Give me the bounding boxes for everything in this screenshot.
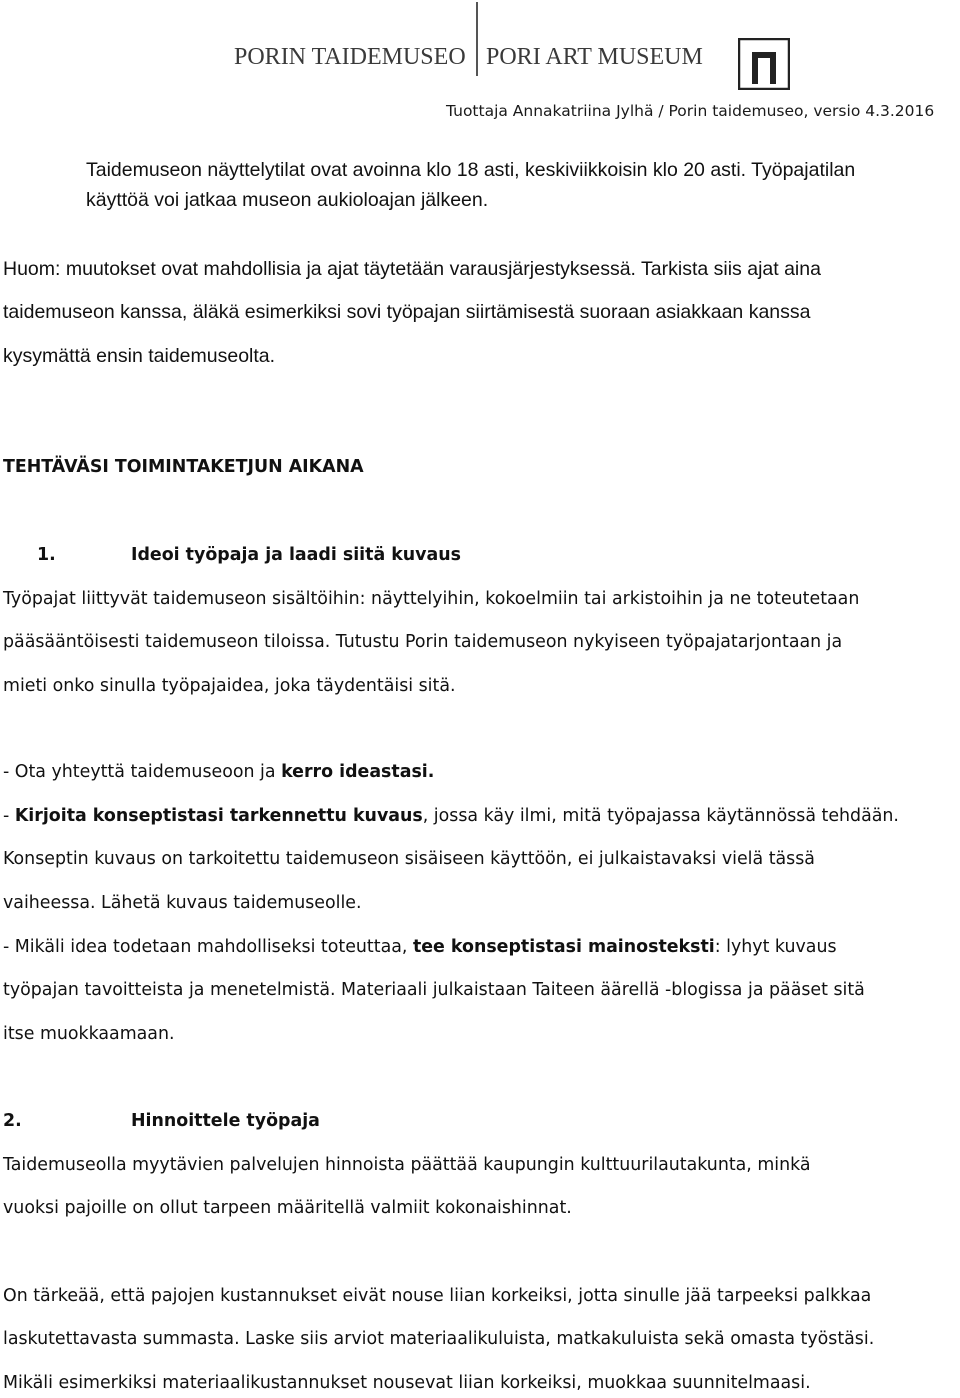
- bullet-text: - Mikäli idea todetaan mahdolliseksi toteuttaa,: [3, 937, 413, 957]
- intro-line: Taidemuseon näyttelytilat ovat avoinna klo 18 asti, keskiviikkoisin klo 20 asti. Työpajatilan: [86, 159, 856, 181]
- paragraph-line: itse muokkaamaan.: [3, 1024, 175, 1044]
- author-credit: Tuottaja Annakatriina Jylhä / Porin taidemuseo, versio 4.3.2016: [446, 102, 935, 120]
- paragraph-line: laskutettavasta summasta. Laske siis arviot materiaalikuluista, matkakuluista sekä omasta työstäsi.: [3, 1329, 875, 1349]
- bullet-text: , jossa käy ilmi, mitä työpajassa käytännössä tehdään.: [422, 806, 899, 826]
- bullet-contact-museum: [3, 762, 434, 782]
- step-heading: Ideoi työpaja ja laadi siitä kuvaus: [131, 545, 461, 565]
- step-number: 1.: [37, 545, 56, 565]
- bullet-emphasis: Kirjoita konseptistasi tarkennettu kuvaus: [14, 806, 423, 826]
- note-line: kysymättä ensin taidemuseolta.: [3, 345, 276, 367]
- paragraph-line: mieti onko sinulla työpajaidea, joka täydentäisi sitä.: [3, 676, 456, 696]
- paragraph-line: Mikäli esimerkiksi materiaalikustannukset nousevat liian korkeiksi, muokkaa suunnitelmaasi.: [3, 1373, 811, 1393]
- paragraph-line: pääsääntöisesti taidemuseon tiloissa. Tutustu Porin taidemuseon nykyiseen työpajatarjontaan ja: [3, 632, 843, 652]
- museum-logo-icon: [738, 38, 790, 90]
- paragraph-line: Konseptin kuvaus on tarkoitettu taidemuseon sisäiseen käyttöön, ei julkaistavaksi vielä tässä: [3, 849, 815, 869]
- step-number: 2.: [3, 1111, 22, 1131]
- logo-divider: [476, 2, 478, 76]
- paragraph-line: vuoksi pajoille on ollut tarpeen määritellä valmiit kokonaishinnat.: [3, 1198, 572, 1218]
- note-line: Huom: muutokset ovat mahdollisia ja ajat täytetään varausjärjestyksessä. Tarkista siis ajat aina: [3, 258, 821, 280]
- bullet-write-description: [3, 806, 899, 826]
- paragraph-line: Työpajat liittyvät taidemuseon sisältöihin: näyttelyihin, kokoelmiin tai arkistoihin ja ne toteutetaan: [3, 589, 860, 609]
- logo-finnish-name: PORIN TAIDEMUSEO: [234, 44, 466, 70]
- paragraph-line: On tärkeää, että pajojen kustannukset eivät nouse liian korkeiksi, jotta sinulle jää tarpeeksi palkkaa: [3, 1286, 872, 1306]
- paragraph-line: Taidemuseolla myytävien palvelujen hinnoista päättää kaupungin kulttuurilautakunta, minkä: [3, 1155, 811, 1175]
- bullet-text: : lyhyt kuvaus: [714, 937, 837, 957]
- section-title: TEHTÄVÄSI TOIMINTAKETJUN AIKANA: [3, 457, 364, 477]
- bullet-text: -: [3, 806, 15, 826]
- note-line: taidemuseon kanssa, äläkä esimerkiksi sovi työpajan siirtämisestä suoraan asiakkaan kanssa: [3, 301, 811, 323]
- bullet-emphasis: tee konseptistasi mainosteksti: [412, 937, 715, 957]
- step-heading: Hinnoittele työpaja: [131, 1111, 320, 1131]
- logo-english-name: PORI ART MUSEUM: [486, 44, 703, 70]
- intro-line: käyttöä voi jatkaa museon aukioloajan jälkeen.: [86, 189, 489, 211]
- bullet-emphasis: kerro ideastasi.: [281, 762, 435, 782]
- paragraph-line: vaiheessa. Lähetä kuvaus taidemuseolle.: [3, 893, 362, 913]
- bullet-ad-text: [3, 937, 837, 957]
- paragraph-line: työpajan tavoitteista ja menetelmistä. Materiaali julkaistaan Taiteen äärellä -blogissa ja pääset sitä: [3, 980, 865, 1000]
- bullet-text: - Ota yhteyttä taidemuseoon ja: [3, 762, 282, 782]
